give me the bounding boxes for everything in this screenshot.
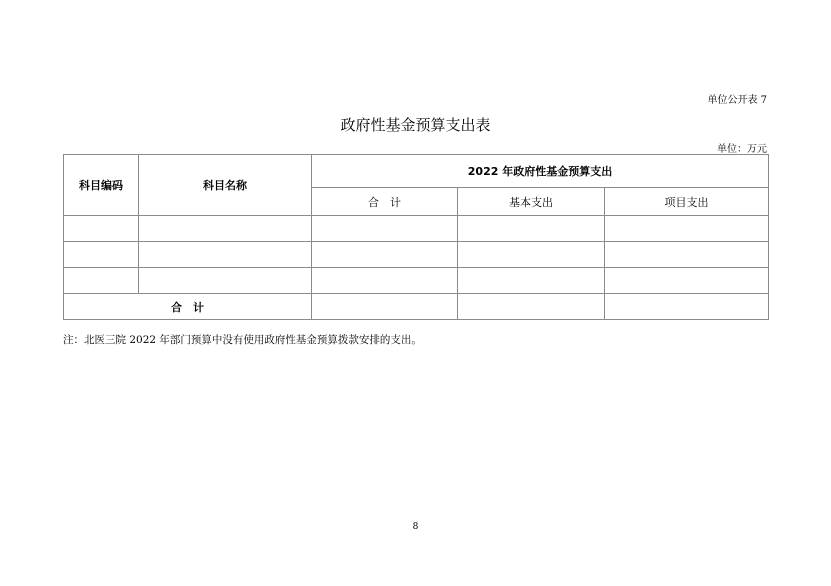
header-subject-name: 科目名称 — [139, 155, 312, 216]
total-row-label: 合 计 — [64, 294, 312, 320]
table-row — [64, 242, 769, 268]
cell-name — [139, 216, 312, 242]
total-row — [64, 294, 769, 320]
header-basic-expense: 基本支出 — [458, 188, 605, 216]
form-number: 单位公开表 7 — [707, 95, 767, 106]
footnote: 注：北医三院 2022 年部门预算中没有使用政府性基金预算拨款安排的支出。 — [63, 334, 422, 346]
cell-project — [605, 216, 769, 242]
cell-basic — [458, 216, 605, 242]
budget-table — [63, 154, 769, 320]
table-row — [64, 216, 769, 242]
cell-code — [64, 216, 139, 242]
cell-total — [312, 216, 458, 242]
cell-project — [605, 242, 769, 268]
page-number: 8 — [412, 522, 419, 532]
cell-basic — [458, 268, 605, 294]
cell-total — [312, 268, 458, 294]
cell-name — [139, 242, 312, 268]
cell-total — [312, 294, 458, 320]
page-title: 政府性基金预算支出表 — [340, 116, 491, 134]
header-budget-group: 2022 年政府性基金预算支出 — [312, 155, 769, 188]
unit-label: 单位：万元 — [717, 144, 767, 155]
cell-project — [605, 268, 769, 294]
cell-code — [64, 268, 139, 294]
header-subject-code: 科目编码 — [64, 155, 139, 216]
cell-code — [64, 242, 139, 268]
cell-project — [605, 294, 769, 320]
cell-basic — [458, 242, 605, 268]
cell-basic — [458, 294, 605, 320]
header-project-expense: 项目支出 — [605, 188, 769, 216]
cell-total — [312, 242, 458, 268]
cell-name — [139, 268, 312, 294]
header-row — [64, 155, 769, 188]
header-total: 合 计 — [312, 188, 458, 216]
table-row — [64, 268, 769, 294]
